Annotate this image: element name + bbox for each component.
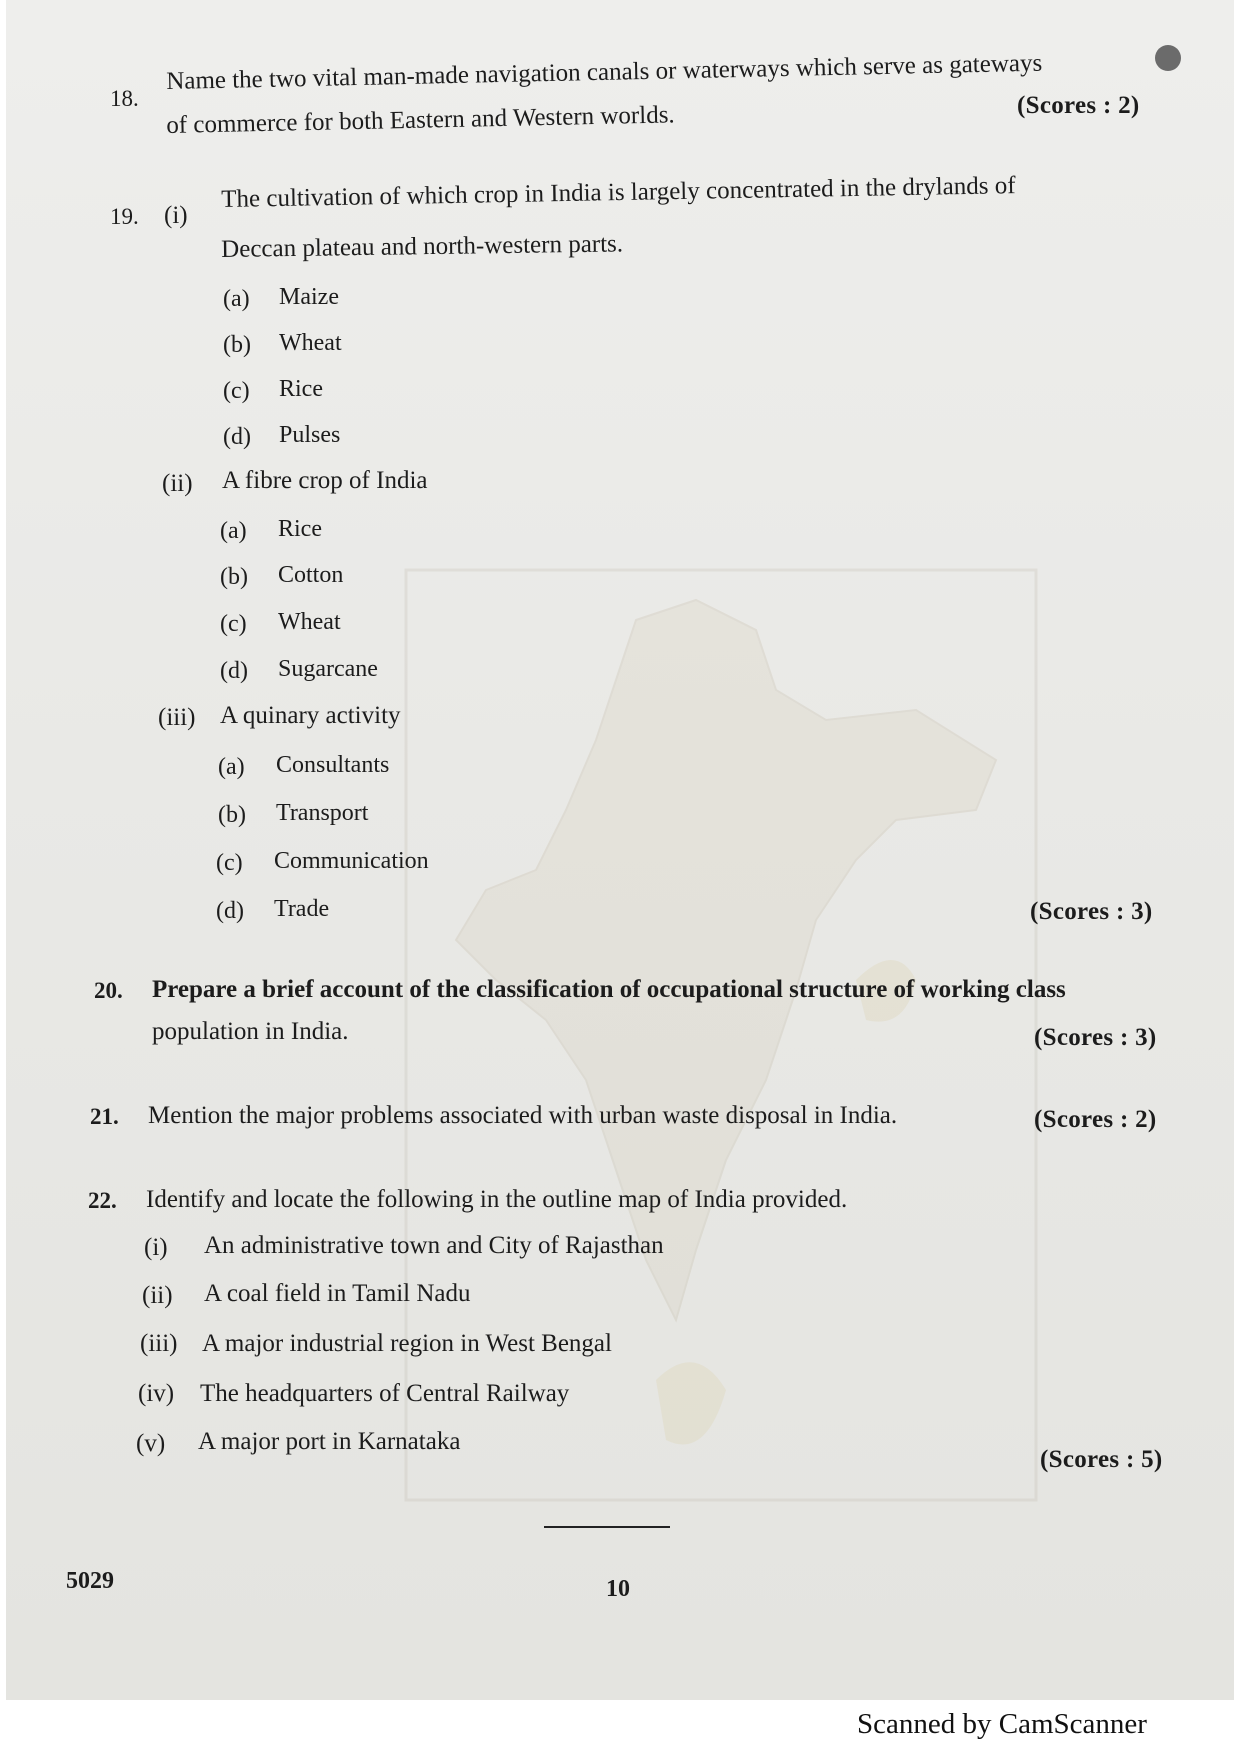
item-text: A coal field in Tamil Nadu <box>204 1280 471 1307</box>
paper-code: 5029 <box>66 1568 114 1594</box>
score-label: (Scores : 3) <box>1030 898 1153 925</box>
sub-question-text: A fibre crop of India <box>222 467 428 494</box>
score-label: (Scores : 2) <box>1017 92 1140 119</box>
option-key: (d) <box>223 424 251 450</box>
option-text: Maize <box>279 284 339 310</box>
option-text: Wheat <box>279 330 342 356</box>
scanner-footer <box>0 1700 1240 1755</box>
option-text: Rice <box>279 376 323 402</box>
score-label: (Scores : 5) <box>1040 1446 1163 1473</box>
option-key: (b) <box>218 802 246 828</box>
item-text: The headquarters of Central Railway <box>200 1380 570 1407</box>
question-number: 18. <box>110 86 139 111</box>
question-number: 19. <box>110 204 139 229</box>
option-key: (d) <box>220 658 248 684</box>
option-text: Sugarcane <box>278 656 378 682</box>
bleed-through-map <box>396 560 1046 1510</box>
sub-question-text-line-1: The cultivation of which crop in India is largely concentrated in the drylands of <box>221 172 1016 213</box>
item-key: (i) <box>144 1234 168 1261</box>
option-key: (a) <box>223 286 250 312</box>
score-label: (Scores : 2) <box>1034 1106 1157 1133</box>
question-text: Identify and locate the following in the outline map of India provided. <box>146 1186 848 1213</box>
question-number: 21. <box>90 1104 119 1129</box>
question-text: Mention the major problems associated with urban waste disposal in India. <box>148 1102 898 1129</box>
option-key: (d) <box>216 898 244 924</box>
option-key: (c) <box>220 611 247 637</box>
question-text-line-1: Name the two vital man-made navigation canals or waterways which serve as gateways <box>166 49 1043 95</box>
item-key: (iii) <box>140 1330 178 1357</box>
hole-punch-mark <box>1155 45 1181 71</box>
scanner-watermark: Scanned by CamScanner <box>857 1708 1147 1740</box>
option-key: (a) <box>218 754 245 780</box>
question-number: 20. <box>94 978 123 1003</box>
item-text: An administrative town and City of Rajasthan <box>204 1232 664 1259</box>
option-text: Consultants <box>276 752 390 778</box>
end-divider <box>544 1526 670 1528</box>
option-key: (a) <box>220 518 247 544</box>
option-key: (c) <box>216 850 243 876</box>
option-text: Wheat <box>278 609 341 635</box>
item-key: (iv) <box>138 1380 175 1407</box>
option-key: (c) <box>223 378 250 404</box>
sub-question-text: A quinary activity <box>220 702 401 729</box>
option-text: Cotton <box>278 562 344 588</box>
option-key: (b) <box>220 564 248 590</box>
question-text-line-2: population in India. <box>152 1018 349 1045</box>
item-key: (v) <box>136 1430 166 1457</box>
question-number: 22. <box>88 1188 117 1213</box>
exam-page <box>6 0 1234 1700</box>
option-text: Trade <box>274 896 330 922</box>
option-text: Pulses <box>279 422 341 448</box>
sub-question-label: (iii) <box>158 704 196 731</box>
option-key: (b) <box>223 332 251 358</box>
item-text: A major industrial region in West Bengal <box>202 1330 612 1357</box>
question-text-line-1: Prepare a brief account of the classification of occupational structure of working class <box>152 976 1066 1003</box>
option-text: Communication <box>274 848 429 874</box>
score-label: (Scores : 3) <box>1034 1024 1157 1051</box>
page-number: 10 <box>606 1576 630 1602</box>
sub-question-label: (i) <box>164 202 188 229</box>
sub-question-label: (ii) <box>162 470 193 497</box>
sub-question-text-line-2: Deccan plateau and north-western parts. <box>221 230 624 263</box>
item-key: (ii) <box>142 1282 173 1309</box>
option-text: Transport <box>276 800 369 826</box>
option-text: Rice <box>278 516 322 542</box>
item-text: A major port in Karnataka <box>198 1428 461 1455</box>
question-text-line-2: of commerce for both Eastern and Western worlds. <box>166 101 675 139</box>
